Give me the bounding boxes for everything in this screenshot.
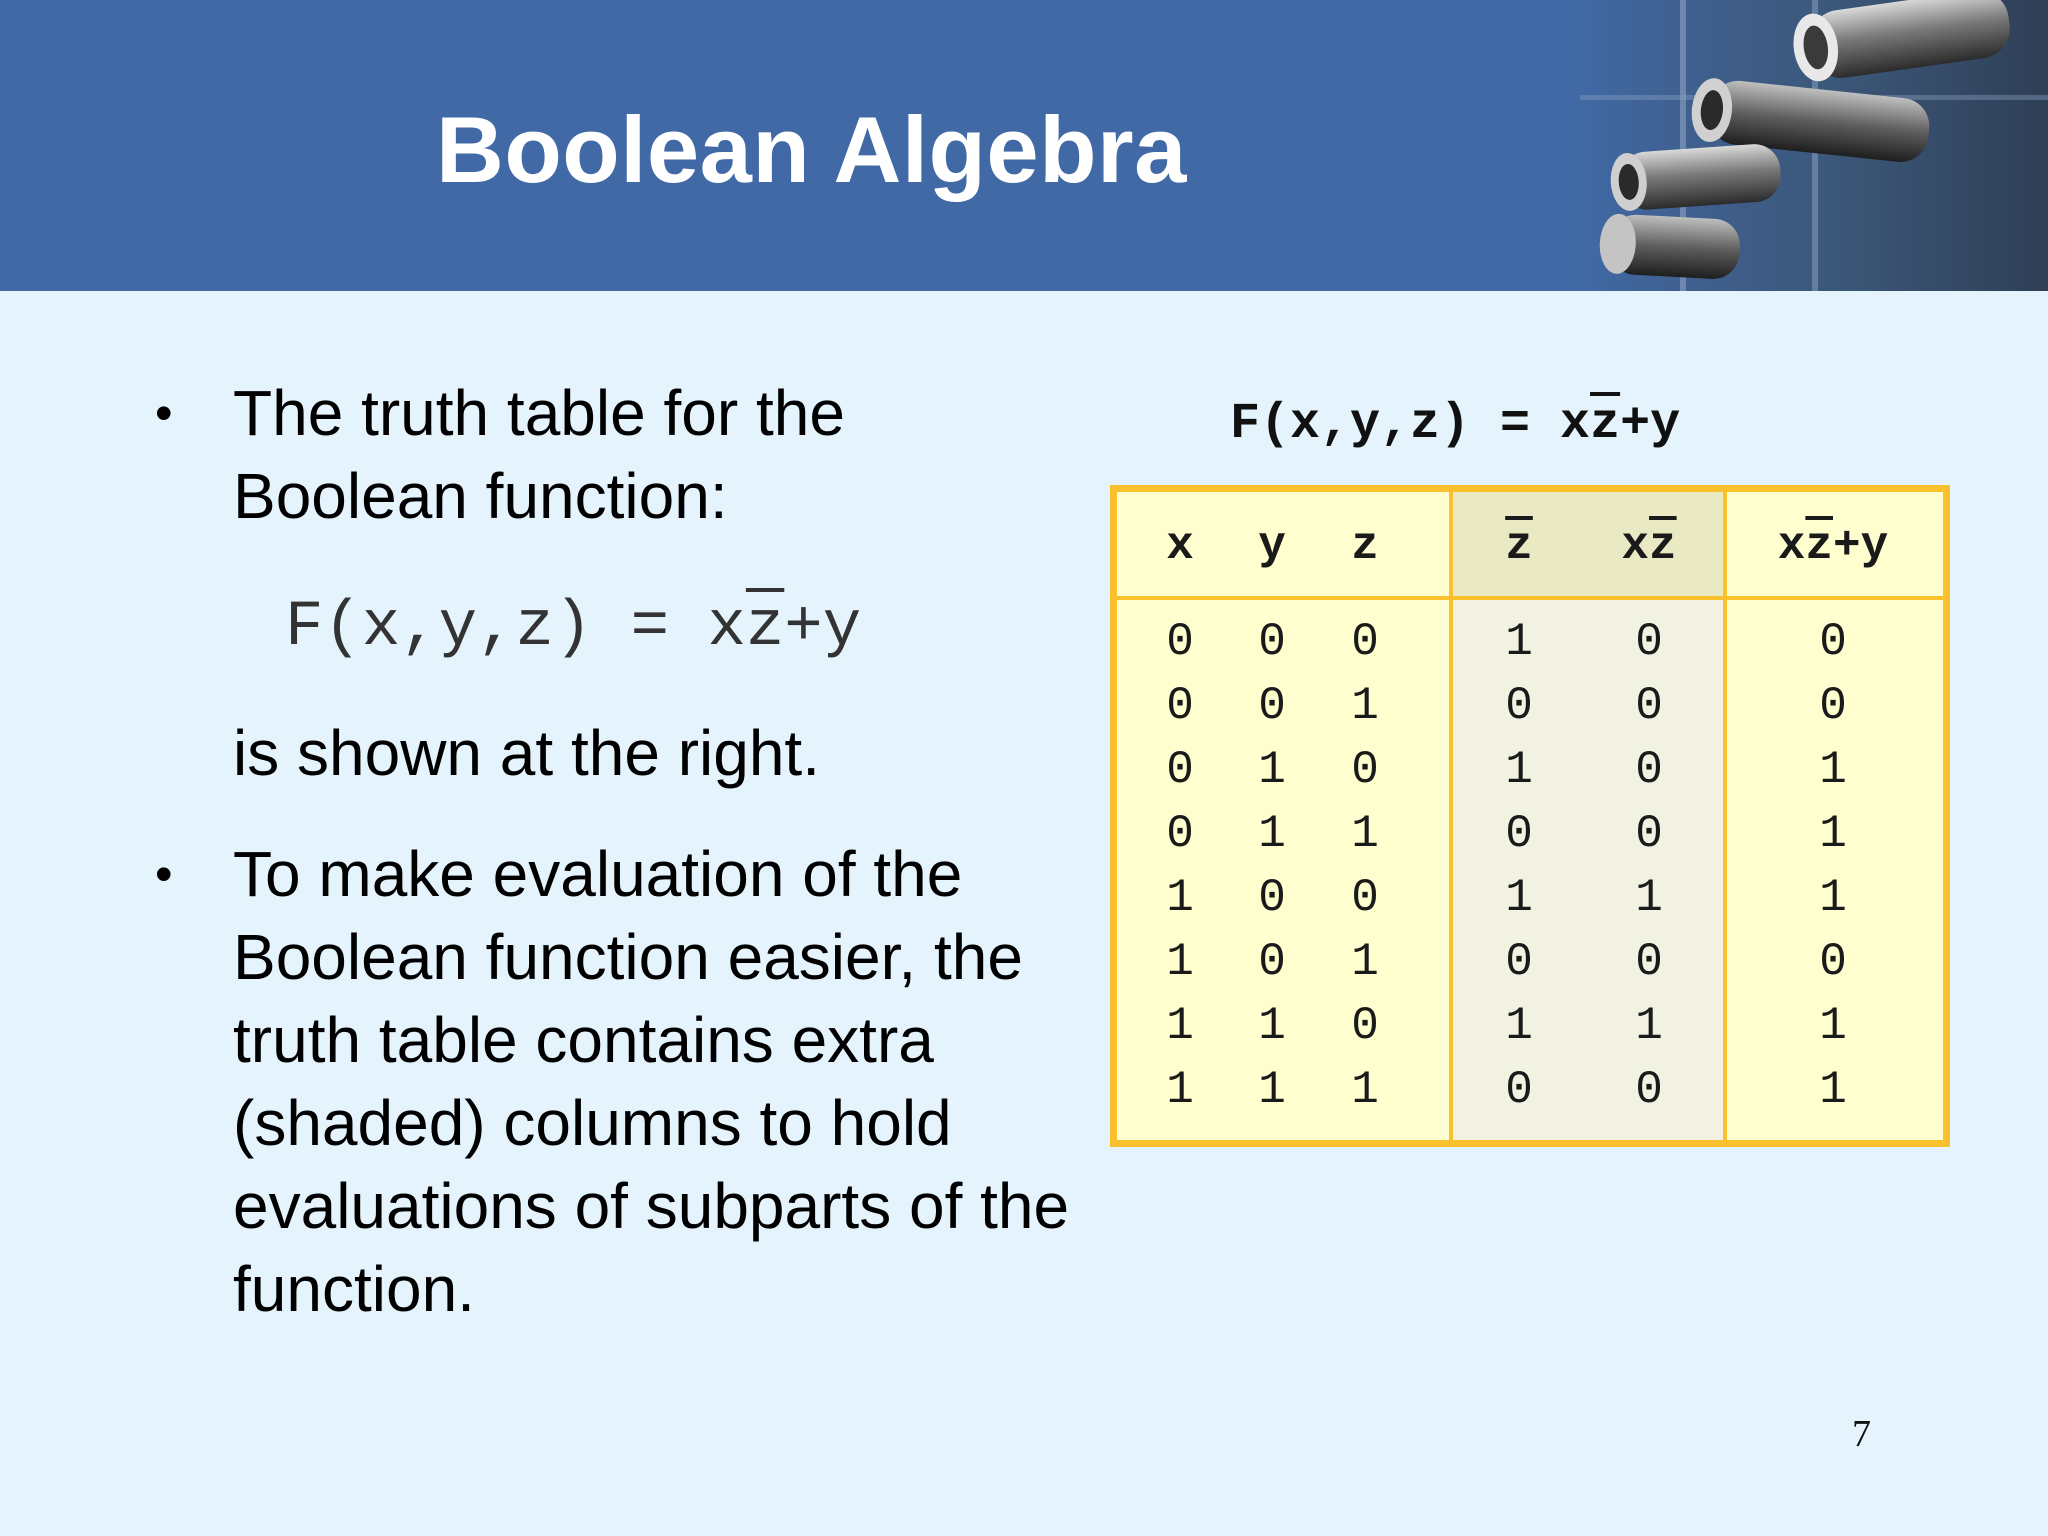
header-text-part: +y xyxy=(1833,520,1889,572)
table-header-cell xyxy=(1549,514,1749,578)
header-text-part: z xyxy=(1351,520,1379,572)
decorative-header-image xyxy=(1580,0,2048,291)
table-cell: 1 xyxy=(1819,808,1847,860)
formula-negated-variable: $\overline{z}$ xyxy=(1590,396,1621,453)
table-cell: 1 xyxy=(1635,872,1663,924)
bullet-list xyxy=(155,372,1075,1331)
table-cell: 1 xyxy=(1505,1000,1533,1052)
page-number: 7 xyxy=(1852,1413,1871,1455)
table-cell: 1 xyxy=(1635,1000,1663,1052)
title-band xyxy=(0,0,2048,291)
header-negated-variable: $\overline{z}$ xyxy=(1649,520,1677,572)
header-divider xyxy=(1117,596,1943,600)
bullet-text: To make evaluation of the Boolean function easier, the truth table contains extra (shaded) columns to hold evaluations of subparts of the function. xyxy=(233,838,1070,1325)
column-divider xyxy=(1449,492,1453,1140)
table-cell: 0 xyxy=(1258,680,1286,732)
table-cell: 1 xyxy=(1505,872,1533,924)
table-cell: 0 xyxy=(1258,872,1286,924)
table-cell: 1 xyxy=(1351,1064,1379,1116)
table-cell: 1 xyxy=(1351,808,1379,860)
formula-negated-variable: $\overline{z}$ xyxy=(745,592,785,664)
bullet-text: The truth table for the Boolean function: xyxy=(233,377,845,532)
table-cell: 1 xyxy=(1819,1064,1847,1116)
table-cell: 0 xyxy=(1166,616,1194,668)
bullet-marker: • xyxy=(155,385,173,441)
header-text-part: x xyxy=(1166,520,1194,572)
header-text-part: x xyxy=(1621,520,1649,572)
bullet-item xyxy=(155,833,1075,1331)
header-text-part: x xyxy=(1777,520,1806,572)
bullet-text: is shown at the right. xyxy=(233,717,820,789)
table-cell: 0 xyxy=(1505,936,1533,988)
table-cell: 0 xyxy=(1505,808,1533,860)
table-cell: 1 xyxy=(1258,808,1286,860)
header-negated-variable: $\overline{z}$ xyxy=(1505,520,1533,572)
slide-title: Boolean Algebra xyxy=(436,97,1187,202)
table-cell: 0 xyxy=(1258,616,1286,668)
table-cell: 0 xyxy=(1166,808,1194,860)
table-cell: 1 xyxy=(1505,744,1533,796)
truth-table xyxy=(1110,485,1950,1147)
table-header-cell xyxy=(1733,514,1933,578)
table-cell: 1 xyxy=(1258,1000,1286,1052)
formula-part: F(x,y,z) = x xyxy=(285,592,746,664)
formula-part: +y xyxy=(1620,396,1681,453)
table-cell: 0 xyxy=(1635,1064,1663,1116)
table-cell: 1 xyxy=(1166,1000,1194,1052)
tubes-image xyxy=(1580,0,2048,291)
table-cell: 0 xyxy=(1258,936,1286,988)
formula-part: +y xyxy=(784,592,862,664)
table-cell: 0 xyxy=(1635,936,1663,988)
table-cell: 0 xyxy=(1505,1064,1533,1116)
table-cell: 0 xyxy=(1351,744,1379,796)
table-cell: 1 xyxy=(1351,936,1379,988)
header-negated-variable: $\overline{z}$ xyxy=(1805,520,1833,572)
inline-formula xyxy=(233,588,1075,668)
bullet-marker: • xyxy=(155,846,173,902)
table-cell: 1 xyxy=(1819,744,1847,796)
table-cell: 1 xyxy=(1258,744,1286,796)
table-cell: 1 xyxy=(1505,616,1533,668)
column-divider xyxy=(1723,492,1727,1140)
table-cell: 0 xyxy=(1635,680,1663,732)
table-cell: 0 xyxy=(1351,872,1379,924)
table-cell: 1 xyxy=(1166,872,1194,924)
table-cell: 0 xyxy=(1819,680,1847,732)
table-cell: 0 xyxy=(1819,936,1847,988)
formula-part: F(x,y,z) = x xyxy=(1230,396,1591,453)
table-cell: 0 xyxy=(1819,616,1847,668)
table-cell: 0 xyxy=(1635,808,1663,860)
table-cell: 1 xyxy=(1819,1000,1847,1052)
table-cell: 0 xyxy=(1635,616,1663,668)
table-cell: 0 xyxy=(1351,1000,1379,1052)
table-cell: 0 xyxy=(1635,744,1663,796)
table-cell: 0 xyxy=(1166,680,1194,732)
table-cell: 0 xyxy=(1166,744,1194,796)
bullet-item xyxy=(155,372,1075,795)
table-cell: 1 xyxy=(1258,1064,1286,1116)
table-cell: 1 xyxy=(1166,1064,1194,1116)
table-cell: 1 xyxy=(1819,872,1847,924)
table-cell: 0 xyxy=(1351,616,1379,668)
header-text-part: y xyxy=(1258,520,1286,572)
table-cell: 1 xyxy=(1166,936,1194,988)
table-cell: 1 xyxy=(1351,680,1379,732)
table-cell: 0 xyxy=(1505,680,1533,732)
table-formula xyxy=(1230,390,1680,460)
